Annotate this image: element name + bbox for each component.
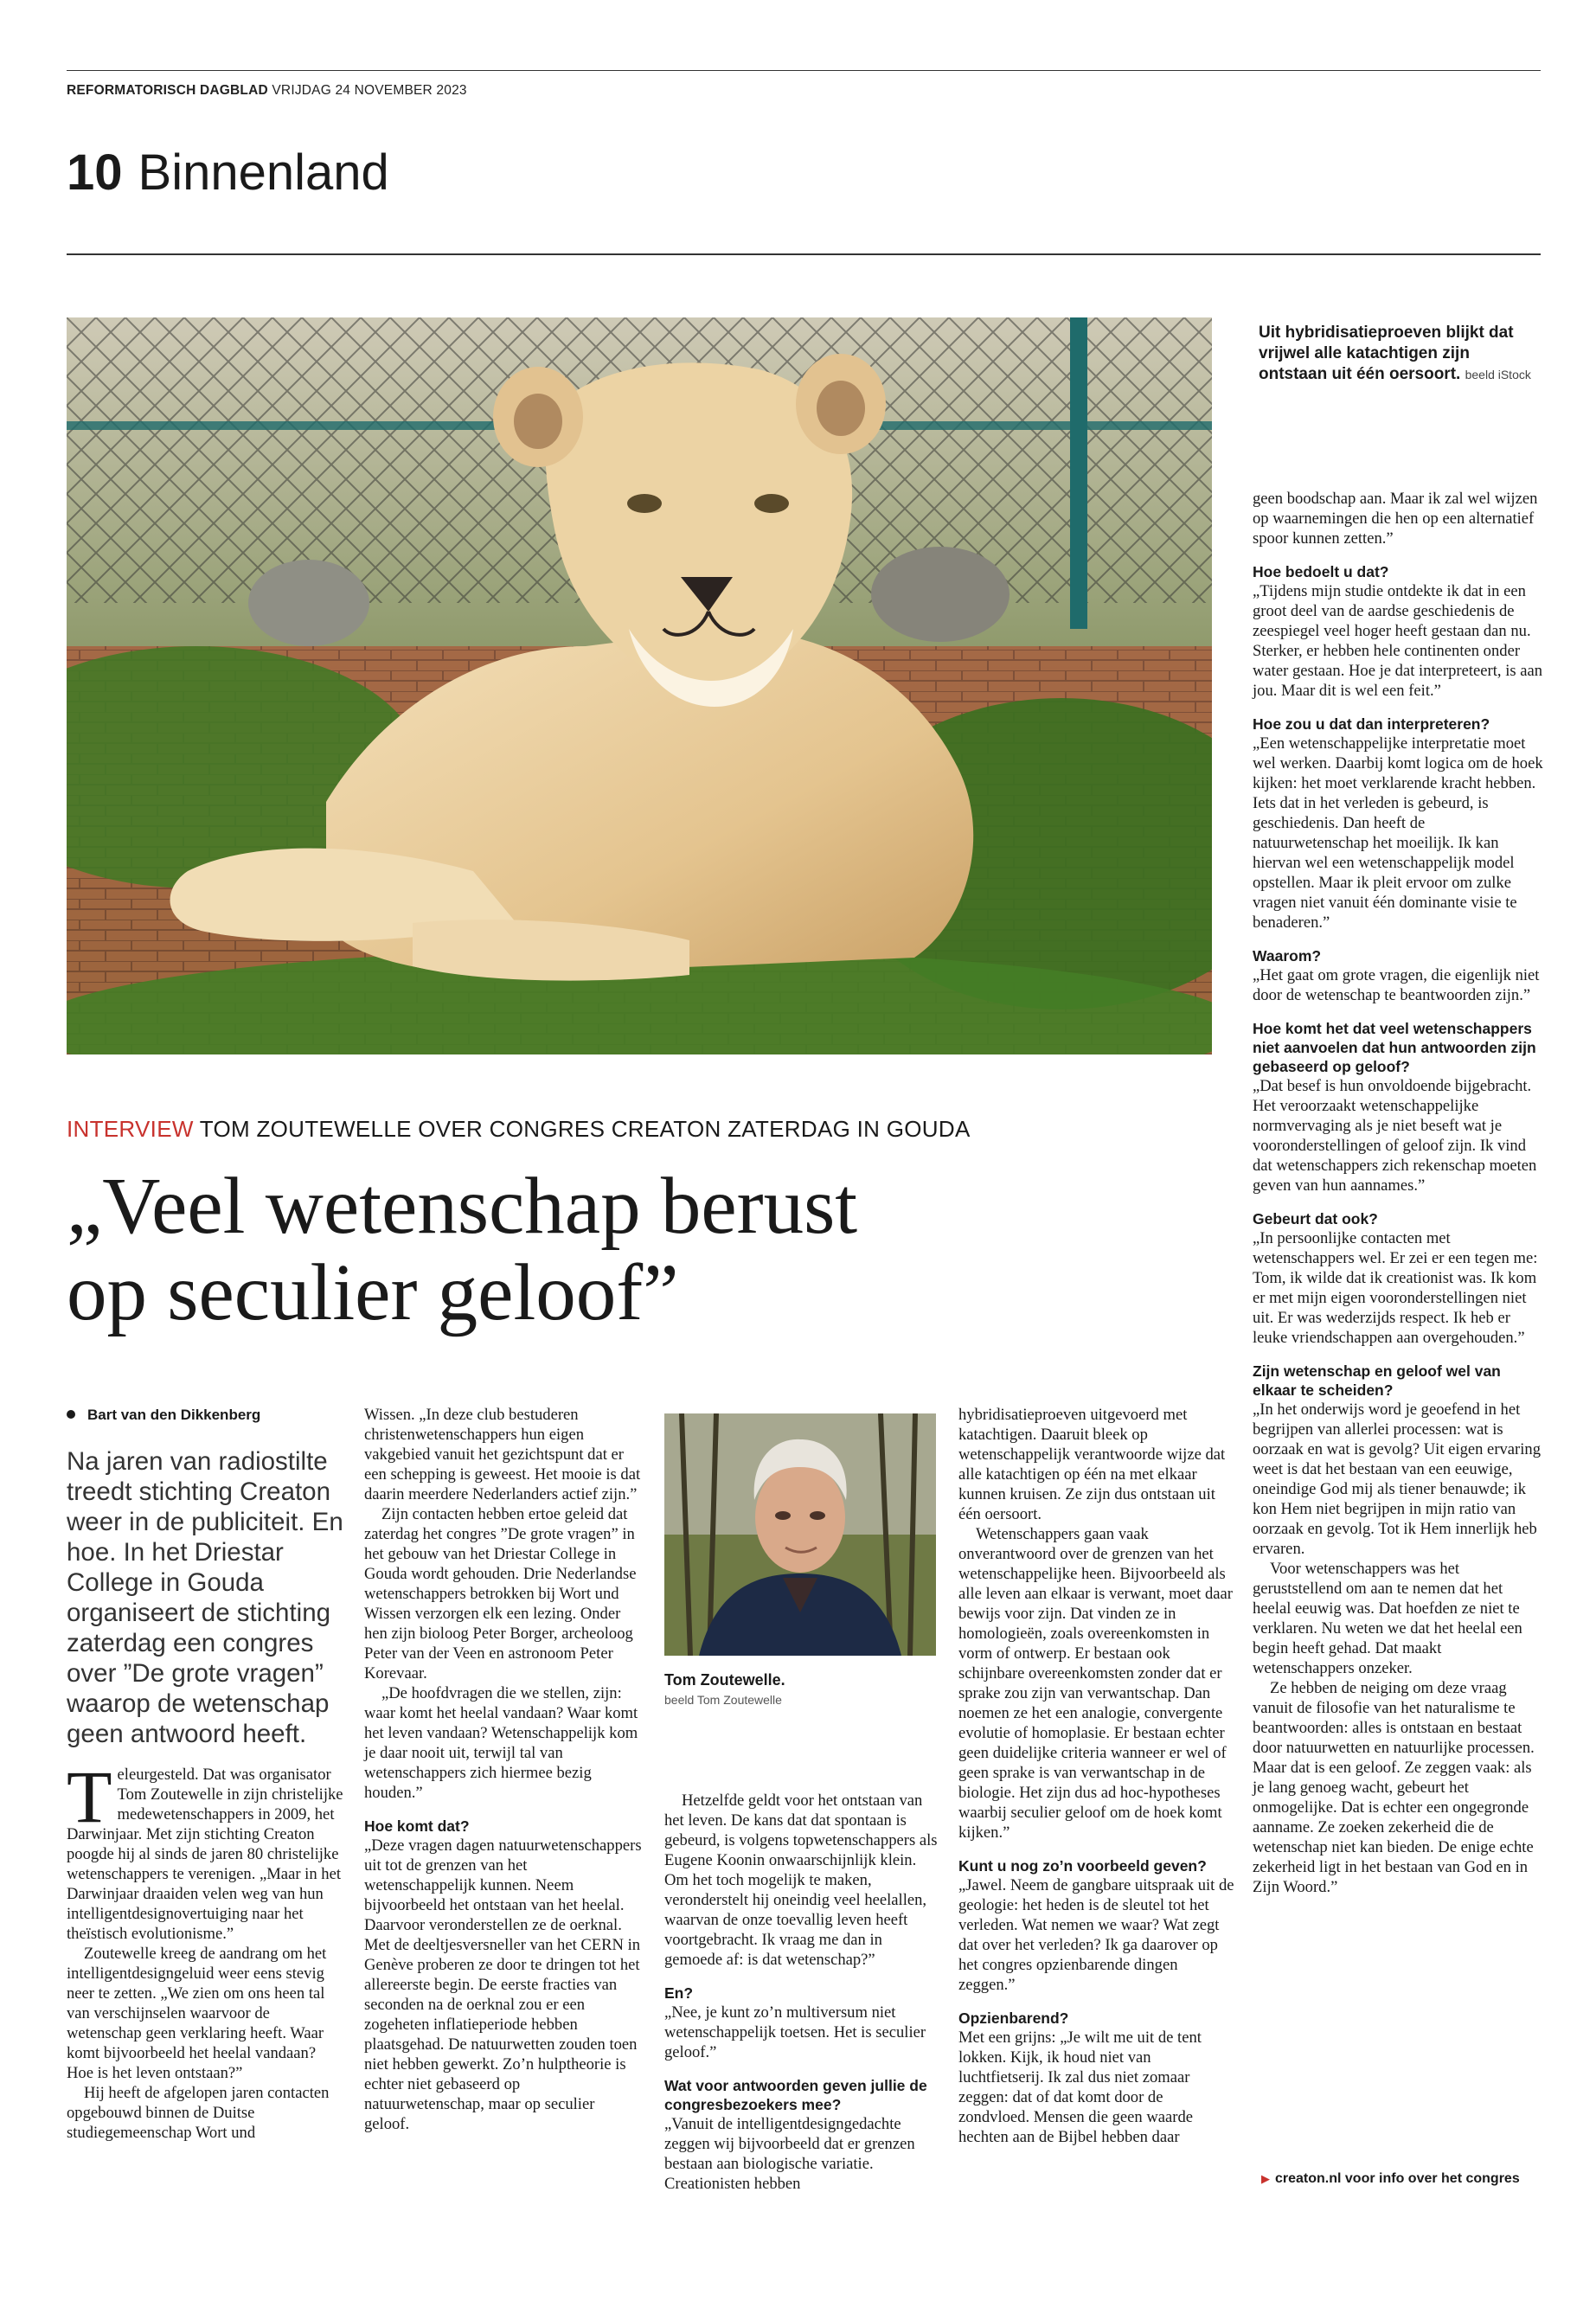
page-number: 10 <box>67 144 123 201</box>
headline-line-2: op seculier geloof” <box>67 1248 679 1337</box>
interview-answer: „In het onderwijs word je geoefend in het begrijpen van allerlei processen: wat is oorzaak en wat is gevolg? Uit eigen ervaring weet is dat het bestaan van een eeuwige, oneindige God mij als tiener benauwde; ik kon Hem niet begrijpen in mijn ratio van oorzaak en gevolg. Tot ik Hem innerlijk heb ervaren. <box>1253 1400 1542 1558</box>
article-column-3 <box>664 1791 939 2194</box>
issue-date: VRIJDAG 24 NOVEMBER 2023 <box>272 83 467 98</box>
byline-author: Bart van den Dikkenberg <box>87 1407 261 1423</box>
byline <box>67 1407 260 1424</box>
paragraph-text: eleurgesteld. Dat was organisator Tom Zoutewelle in zijn christelijke medewetenschappers in 2009, het Darwinjaar. Met zijn stichting Creaton poogde hij al sinds de jaren 80 christelijke wetenschappers te verenigen. „Maar in het Darwinjaar draaiden velen weg van hun intelligentdesignovertuiging naar het theïstisch evolutionisme.” <box>67 1766 343 1943</box>
interview-answer: „In persoonlijke contacten met wetenschappers wel. Er zei er een tegen me: Tom, ik wilde dat ik creationist was. Ik kom er met mijn eigen vooronderstellingen niet uit. Er was wederzijds respect. Ik heb er leuke vriendschappen aan overgehouden.” <box>1253 1229 1538 1347</box>
drop-cap: T <box>67 1755 112 1838</box>
paragraph: hybridisatieproeven uitgevoerd met katachtigen. Daaruit bleek op wetenschappelijk verantwoorde wijze dat alle katachtigen op één na met elkaar kunnen kruisen. Ze zijn dus ontstaan uit één oersoort. <box>958 1406 1226 1523</box>
article-column-5 <box>1253 489 1543 1897</box>
paragraph: Hetzelfde geldt voor het ontstaan van het leven. De kans dat dat spontaan is gebeurd, is volgens topwetenschappers als Eugene Koonin onwaarschijnlijk klein. Om het toch mogelijk te maken, veronderstelt hij oneindig veel heelallen, waarvan de onze toevallig leven heeft voortgebracht. Ik vraag me dan in gemoede af: is dat wetenschap?” <box>664 1791 938 1969</box>
article-column-1 <box>67 1755 345 2143</box>
interview-answer: „Deze vragen dagen natuurwetenschappers uit tot de grenzen van het wetenschappelijk kunnen. Neem bijvoorbeeld het ontstaan van het heelal. Daarvoor veronderstellen ze de oerknal. Met de deeltjesversneller van het CERN in Genève proberen ze door te dringen tot het allereerste begin. De eerste fracties van seconden na de oerknal zou er een zogeheten inflatieperiode hebben plaatsgehad. De natuurwetten zouden toen niet hebben gewerkt. Zo’n hulptheorie is echter niet gebaseerd op natuurwetenschap, maar op seculier geloof. <box>364 1836 642 2133</box>
interview-question: Hoe zou u dat dan interpreteren? <box>1253 715 1490 733</box>
paragraph: Zoutewelle kreeg de aandrang om het intelligentdesigngeluid weer eens stevig neer te zetten. „We zien om ons heen tal van verschijnselen waarvoor de wetenschap geen verklaring heeft. Waar komt bijvoorbeeld het heelal vandaan? Hoe is het leven ontstaan?” <box>67 1945 327 2082</box>
interview-question: Hoe komt dat? <box>364 1817 470 1835</box>
interview-question: Wat voor antwoorden geven jullie de congresbezoekers mee? <box>664 2077 927 2113</box>
interview-answer: „Nee, je kunt zo’n multiversum niet wetenschappelijk toetsen. Het is seculier geloof.” <box>664 2003 926 2061</box>
interview-answer: „Jawel. Neem de gangbare uitspraak uit de geologie: het heden is de sleutel tot het verleden. Wat nemen we waar? Wat zegt dat over het verleden? Ik ga daarover op het congres opzienbarende dingen zeggen.” <box>958 1876 1234 1994</box>
interview-answer: „Vanuit de intelligentdesigngedachte zeggen wij bijvoorbeeld dat er grenzen bestaan aan biologische variatie. Creationisten hebben <box>664 2115 915 2193</box>
photo-credit: beeld iStock <box>1465 368 1531 381</box>
interview-question: Zijn wetenschap en geloof wel van elkaar te scheiden? <box>1253 1362 1501 1399</box>
portrait-illustration <box>664 1413 936 1656</box>
interview-answer: „Een wetenschappelijke interpretatie moet wel werken. Daarbij komt logica om de hoek kijken: het moet verklarende kracht hebben. Iets dat in het verleden is gebeurd, is geschiedenis. Dan heeft de natuurwetenschap het moeilijk. Ik kan hiervan wel een wetenschappelijk model opstellen. Maar ik pleit ervoor om zulke vragen niet vanuit één dominante visie te benaderen.” <box>1253 734 1543 932</box>
paragraph: Zijn contacten hebben ertoe geleid dat zaterdag het congres ”De grote vragen” in het gebouw van het Driestar College in Gouda wordt gehouden. Drie Nederlandse wetenschappers betrokken bij Wort und Wissen verzorgen elk een lezing. Onder hen zijn bioloog Peter Borger, archeoloog Peter van der Veen en astronoom Peter Korevaar. <box>364 1505 637 1682</box>
interview-question: Hoe komt het dat veel wetenschappers niet aanvoelen dat hun antwoorden zijn gebaseerd op geloof? <box>1253 1020 1536 1075</box>
article-column-4 <box>958 1405 1237 2147</box>
interview-question: Waarom? <box>1253 947 1322 965</box>
lioness-illustration <box>67 317 1212 1054</box>
article-column-2 <box>364 1405 643 2134</box>
interview-answer: „Dat besef is hun onvoldoende bijgebracht. Het veroorzaakt wetenschappelijke normvervaging als je niet beseft wat je vooronderstellingen of geloof zijn. Ik vind dat wetenschappers zich rekenschap moeten geven van hun aannames.” <box>1253 1077 1537 1195</box>
interview-answer: Met een grijns: „Je wilt me uit de tent lokken. Kijk, ik houd niet van luchtfietserij. Ik zal dus niet zomaar zeggen: dat of dat komt door de zondvloed. Mensen die geen waarde hechten aan de Bijbel hebben daar <box>958 2029 1202 2146</box>
congress-info-text: creaton.nl voor info over het congres <box>1275 2171 1520 2186</box>
portrait-photo <box>664 1413 936 1656</box>
interview-answer: „Tijdens mijn studie ontdekte ik dat in een groot deel van de aardse geschiedenis de zeespiegel veel hoger heeft gestaan dan nu. Sterker, er hebben hele continenten onder water gestaan. Hoe je dat interpreteert, is aan jou. Maar dit is wel een feit.” <box>1253 582 1543 700</box>
interview-question: Kunt u nog zo’n voorbeeld geven? <box>958 1857 1207 1875</box>
headline-line-1: „Veel wetenschap berust <box>67 1162 858 1251</box>
interview-question: Gebeurt dat ook? <box>1253 1210 1378 1227</box>
kicker-text: TOM ZOUTEWELLE OVER CONGRES CREATON ZATERDAG IN GOUDA <box>199 1116 971 1142</box>
section-title: Binnenland <box>138 144 389 201</box>
interview-question: En? <box>664 1984 694 2002</box>
lioness-photo <box>67 317 1212 1054</box>
portrait-name: Tom Zoutewelle. <box>664 1671 785 1689</box>
page-heading <box>67 145 389 201</box>
interview-answer: „Het gaat om grote vragen, die eigenlijk niet door de wetenschap te beantwoorden zijn.” <box>1253 966 1540 1004</box>
photo-caption-text: Uit hybridisatieproeven blijkt dat vrijwel alle katachtigen zijn ontstaan uit één oersoort. <box>1259 324 1514 383</box>
portrait-credit: beeld Tom Zoutewelle <box>664 1693 782 1707</box>
header-rule <box>67 253 1541 255</box>
arrow-right-icon: ▶ <box>1261 2172 1270 2185</box>
interview-question: Hoe bedoelt u dat? <box>1253 563 1389 580</box>
paragraph: Hij heeft de afgelopen jaren contacten opgebouwd binnen de Duitse studiegemeenschap Wort und <box>67 2084 330 2142</box>
newspaper-name: REFORMATORISCH DAGBLAD <box>67 83 268 98</box>
paragraph <box>67 1755 345 1944</box>
portrait-caption <box>664 1671 936 1707</box>
interview-question: Opzienbarend? <box>958 2009 1069 2027</box>
top-rule <box>67 70 1541 71</box>
byline-bullet <box>67 1410 75 1419</box>
paragraph: Ze hebben de neiging om deze vraag vanuit de filosofie van het naturalisme te beantwoorden: alles is ontstaan en bestaat door natuurwetten en natuurlijke processen. Maar dat is een geloof. Ze zeggen vaak: als je lang genoeg wacht, gebeurt het onmogelijke. Dat is echter een ongegronde aanname. Ze zoeken zekerheid die de wetenschap niet kan bieden. De enige echte zekerheid ligt in het bestaan van God en in Zijn Woord.” <box>1253 1679 1535 1896</box>
newspaper-dateline <box>67 83 467 99</box>
congress-info-link[interactable] <box>1261 2171 1520 2187</box>
article-headline <box>67 1163 984 1336</box>
photo-caption <box>1259 323 1542 385</box>
paragraph: „De hoofdvragen die we stellen, zijn: waar komt het heelal vandaan? Waar komt het leven vandaan? Wetenschappelijk kom je daar nooit uit, terwijl tal van wetenschappers zich hiermee bezig houden.” <box>364 1684 638 1802</box>
article-kicker <box>67 1116 971 1143</box>
paragraph: Voor wetenschappers was het geruststellend om aan te nemen dat het heelal eeuwig was. Dat hoefden ze niet te verklaren. Nu weten we dat het heelal een begin heeft gehad. Dat maakt wetenschappers onzeker. <box>1253 1560 1522 1677</box>
paragraph: Wetenschappers gaan vaak onverantwoord over de grenzen van het wetenschappelijke heen. Bijvoorbeeld als alle leven aan elkaar is verwant, moet daar bewijs voor zijn. Dat vinden ze in homologieën, zoals overeenkomsten in vorm of ontwerp. Er bestaan ook schijnbare overeenkomsten zonder dat er sprake zou zijn van verwantschap. Dan noemen ze het een analogie, convergente evolutie of homoplasie. Er bestaan echter geen duidelijke criteria wanneer er wel of geen sprake is van verwantschap in de biologie. Het zijn dus ad hoc-hypotheses waarbij seculier geloof om de hoek komt kijken.” <box>958 1525 1233 1842</box>
article-intro: Na jaren van radiostilte treedt stichting Creaton weer in de publiciteit. En hoe. In het Driestar College in Gouda organiseert de stichting zaterdag een congres over ”De grote vragen” waarop de wetenschap geen antwoord heeft. <box>67 1447 343 1748</box>
paragraph: Wissen. „In deze club bestuderen christenwetenschappers hun eigen vakgebied vanuit het gezichtspunt dat er een schepping is geweest. Het mooie is dat daarin meerdere Nederlanders actief zijn.” <box>364 1406 641 1503</box>
paragraph: geen boodschap aan. Maar ik zal wel wijzen op waarnemingen die hen op een alternatief spoor kunnen zetten.” <box>1253 490 1538 548</box>
kicker-label: INTERVIEW <box>67 1116 194 1142</box>
